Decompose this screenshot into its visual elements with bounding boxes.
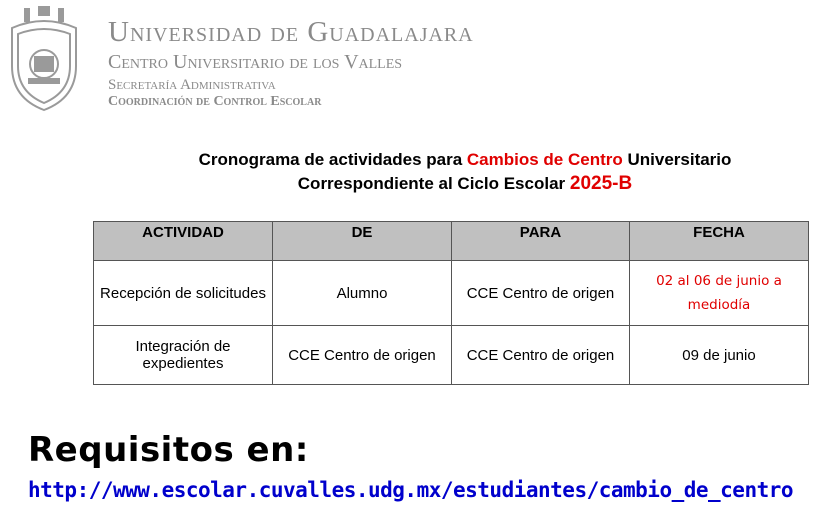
header-para: PARA (452, 222, 630, 261)
institution-header (108, 16, 474, 110)
title-part1: Cronograma de actividades para (198, 150, 463, 169)
title-part2: Universitario (627, 150, 732, 169)
header-actividad: ACTIVIDAD (94, 222, 273, 261)
table-row (94, 261, 809, 326)
cell-actividad: Recepción de solicitudes (94, 261, 273, 326)
title-highlight: Cambios de Centro (466, 150, 623, 169)
university-seal-logo (4, 6, 84, 114)
cell-de: Alumno (273, 261, 452, 326)
cell-fecha: 09 de junio (630, 326, 809, 385)
cell-actividad: Integración de expedientes (94, 326, 273, 385)
document-title (100, 150, 825, 170)
campus-name: Centro Universitario de los Valles (108, 51, 403, 73)
cell-de: CCE Centro de origen (273, 326, 452, 385)
document-subtitle (100, 173, 825, 195)
header-fecha: FECHA (630, 222, 809, 261)
requirements-link[interactable]: http://www.escolar.cuvalles.udg.mx/estudiantes/cambio_de_centro (28, 478, 794, 502)
university-name: Universidad de Guadalajara (108, 16, 474, 48)
table-crop-mask (93, 385, 809, 399)
cycle-year: 2025-B (569, 173, 633, 194)
cell-para: CCE Centro de origen (452, 261, 630, 326)
schedule-table (93, 221, 809, 385)
cell-para: CCE Centro de origen (452, 326, 630, 385)
department-name: Secretaría Administrativa (108, 77, 276, 93)
subtitle-text: Correspondiente al Ciclo Escolar (297, 174, 566, 193)
office-name: Coordinación de Control Escolar (108, 94, 322, 109)
table-header-row (94, 222, 809, 261)
table-row (94, 326, 809, 385)
requirements-heading: Requisitos en: (28, 430, 309, 470)
cell-fecha: 02 al 06 de junio a mediodía (630, 261, 809, 326)
header-de: DE (273, 222, 452, 261)
